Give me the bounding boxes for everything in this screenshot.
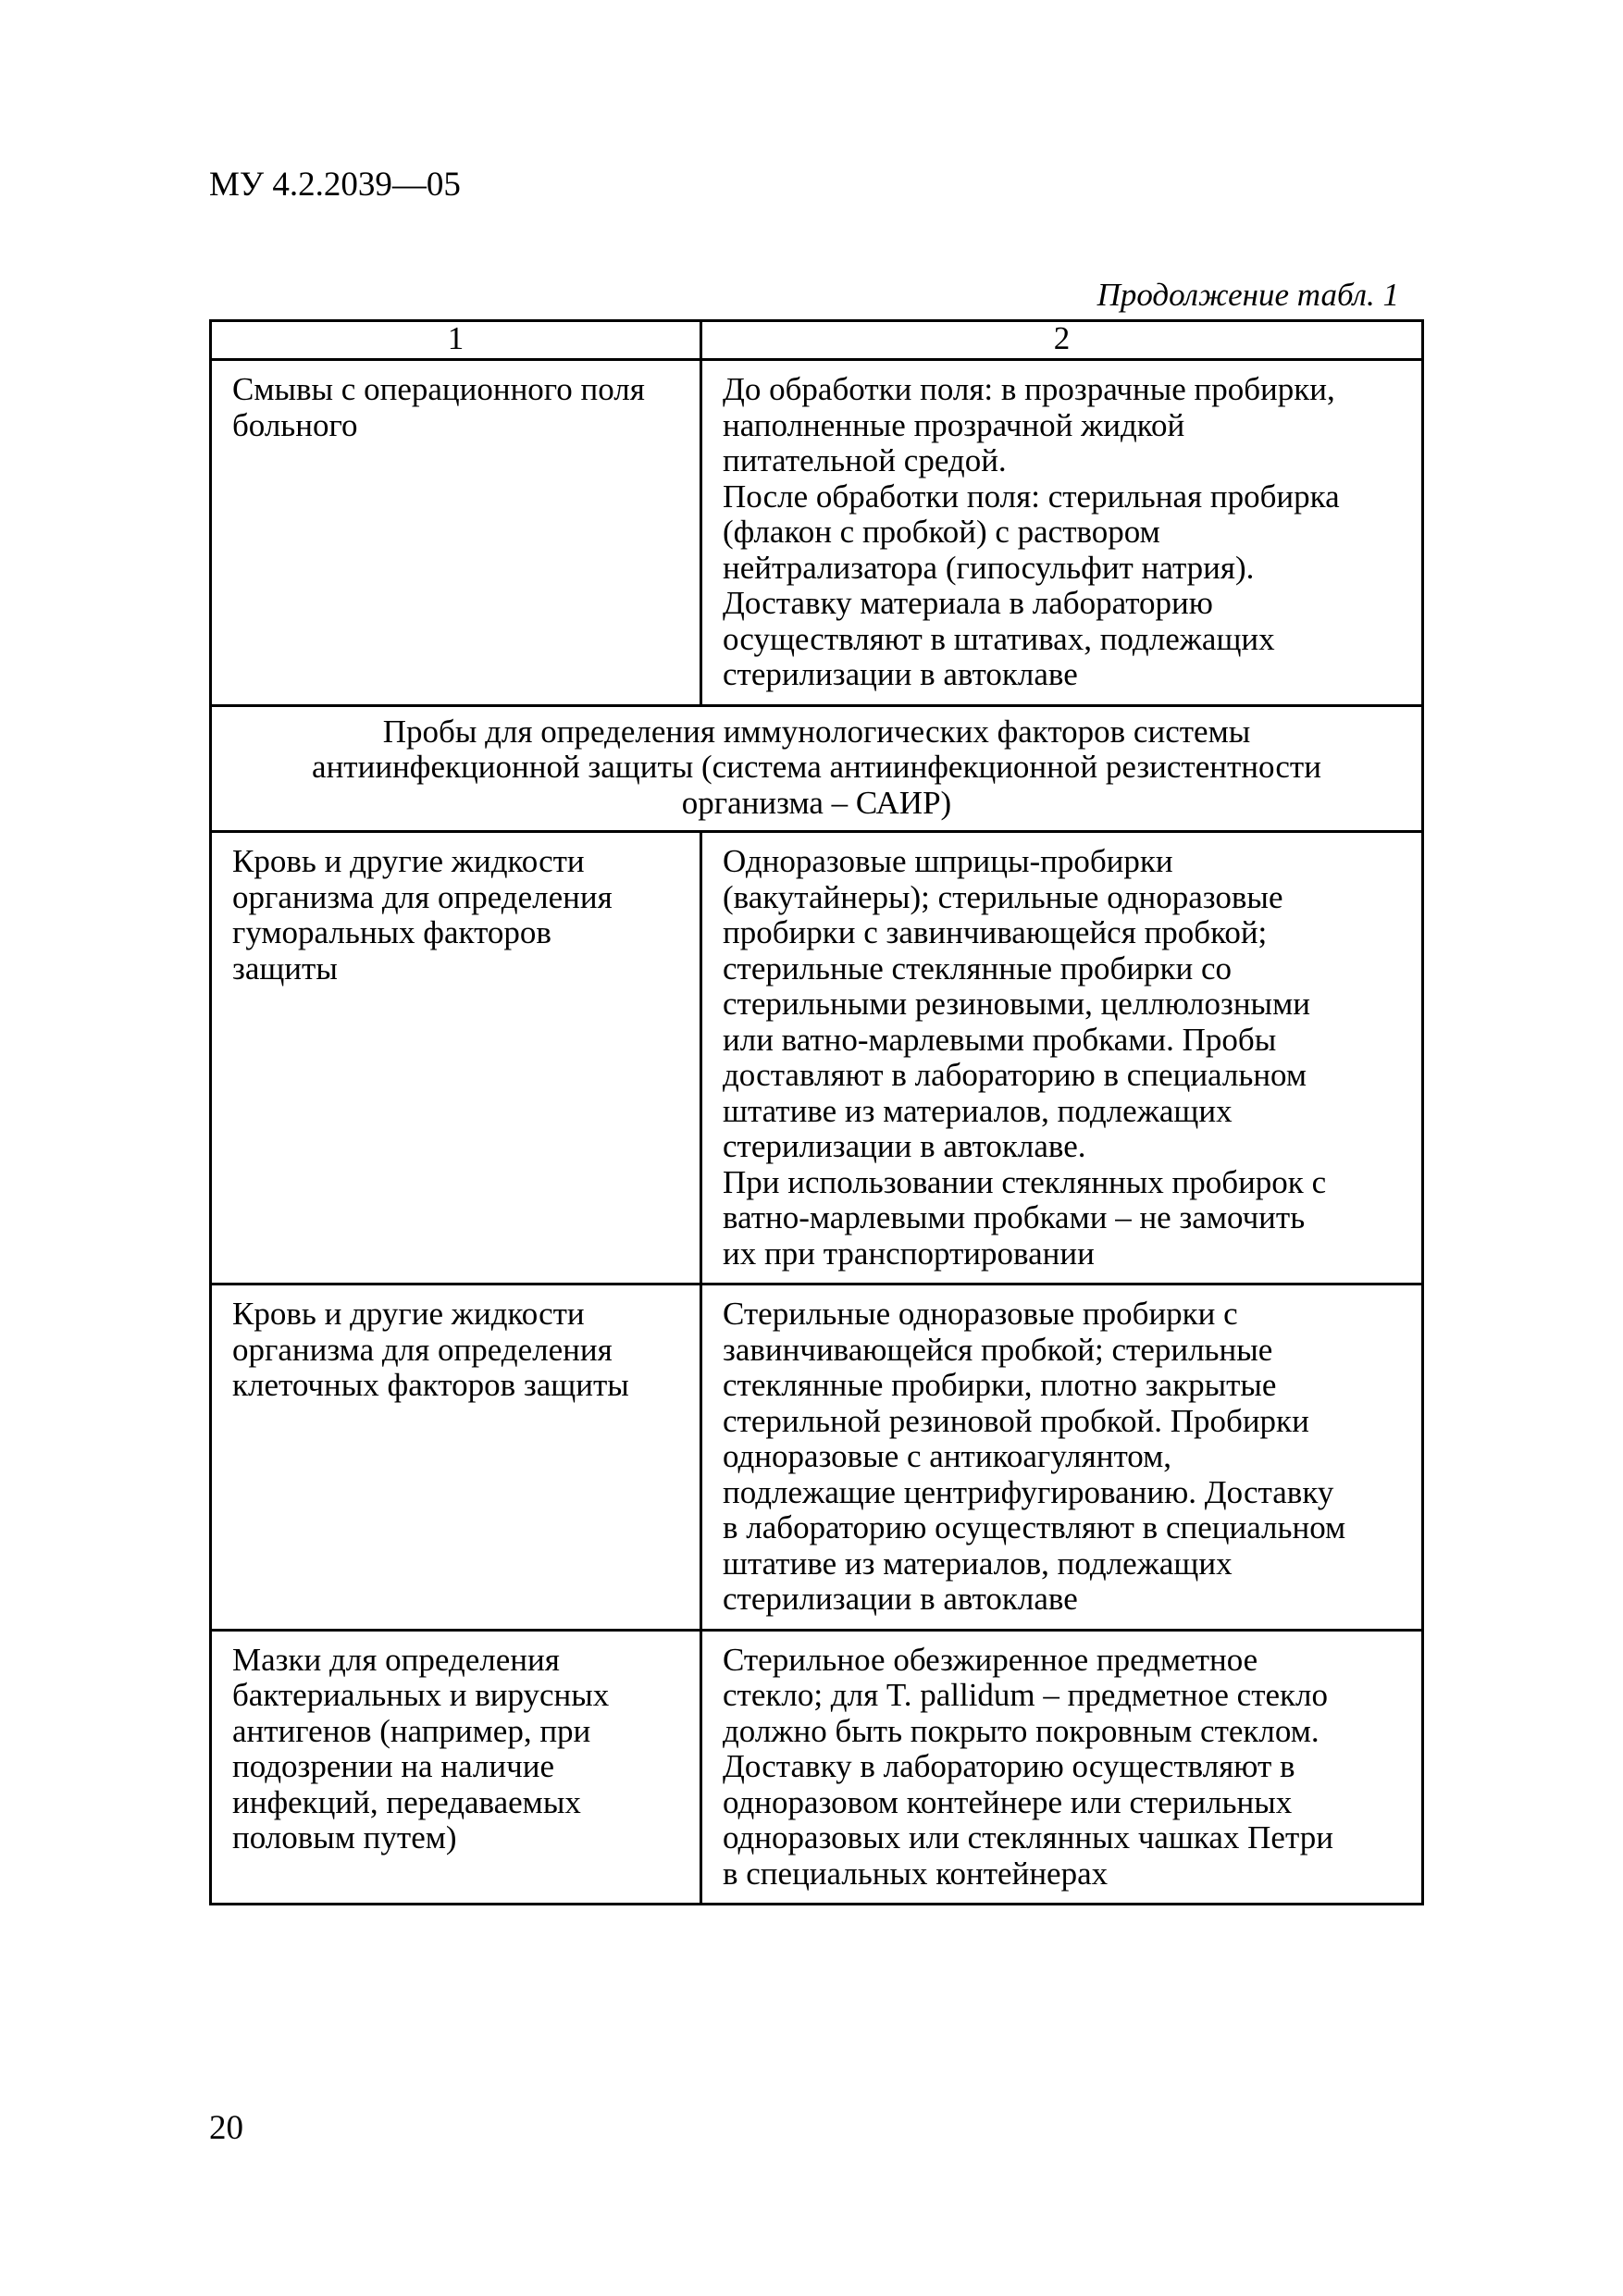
table-continuation-label: Продолжение табл. 1 <box>1096 277 1399 313</box>
container-transport-line: стерилизации в автоклаве <box>723 656 1078 692</box>
column-header-1: 1 <box>211 321 701 360</box>
page-number: 20 <box>209 2109 243 2147</box>
container-transport-line: наполненные прозрачной жидкой <box>723 406 1185 443</box>
container-transport-line: Стерильные одноразовые пробирки с <box>723 1296 1238 1332</box>
table-row <box>211 832 1423 1285</box>
container-transport-cell <box>701 1285 1423 1631</box>
container-transport-line: стерильные стеклянные пробирки со <box>723 949 1233 987</box>
table-row <box>211 1285 1423 1631</box>
container-transport-line: При использовании стеклянных пробирок с <box>723 1163 1327 1200</box>
specimen-type-cell <box>211 1285 701 1631</box>
container-transport-line: Доставку материала в лабораторию <box>723 585 1213 621</box>
specimen-type-line: Мазки для определения <box>232 1641 560 1678</box>
specimen-type-line: Смывы с операционного поля <box>232 371 645 407</box>
specimen-type-line: Кровь и другие жидкости <box>232 1296 585 1332</box>
container-transport-line: До обработки поля: в прозрачные пробирки, <box>723 371 1335 407</box>
specimen-type-line: защиты <box>232 949 338 987</box>
specimen-type-line: клеточных факторов защиты <box>232 1367 629 1403</box>
table-section-row <box>211 705 1423 832</box>
specimen-type-line: Кровь и другие жидкости <box>232 843 585 879</box>
container-transport-line: штативе из материалов, подлежащих <box>723 1092 1233 1129</box>
container-transport-line: одноразовых или стеклянных чашках Петри <box>723 1819 1333 1855</box>
container-transport-line: одноразовом контейнере или стерильных <box>723 1783 1293 1820</box>
container-transport-line: Доставку в лабораторию осуществляют в <box>723 1748 1295 1784</box>
table-body <box>211 321 1423 1905</box>
specimen-type-line: половым путем) <box>232 1819 457 1855</box>
container-transport-line: стерилизации в автоклаве <box>723 1581 1078 1617</box>
section-heading-line: антиинфекционной защиты (система антиинфекционной резистентности <box>312 749 1321 785</box>
container-transport-line: Одноразовые шприцы-пробирки <box>723 843 1173 879</box>
container-transport-line: Стерильное обезжиренное предметное <box>723 1641 1258 1678</box>
container-transport-line: должно быть покрыто покровным стеклом. <box>723 1712 1319 1749</box>
specimen-type-line: подозрении на наличие <box>232 1748 554 1784</box>
container-transport-line: стерильными резиновыми, целлюлозными <box>723 986 1310 1022</box>
container-transport-line: доставляют в лабораторию в специальном <box>723 1057 1307 1093</box>
container-transport-line: в лабораторию осуществляют в специальном <box>723 1509 1346 1545</box>
specimen-type-cell <box>211 832 701 1285</box>
specimen-type-cell <box>211 1630 701 1905</box>
specimen-type-line: инфекций, передаваемых <box>232 1783 581 1820</box>
table-row <box>211 1630 1423 1905</box>
specimen-type-line: организма для определения <box>232 1331 613 1368</box>
table-header-row <box>211 321 1423 360</box>
container-transport-line: осуществляют в штативах, подлежащих <box>723 620 1275 657</box>
section-heading-cell <box>211 705 1423 832</box>
container-transport-line: одноразовые с антикоагулянтом, <box>723 1438 1172 1474</box>
document-code: МУ 4.2.2039—05 <box>209 166 461 204</box>
container-transport-line: стекло; для T. pallidum – предметное стекло <box>723 1677 1329 1713</box>
container-transport-line: или ватно-марлевыми пробками. Пробы <box>723 1021 1277 1058</box>
specimen-type-line: больного <box>232 406 358 443</box>
section-heading-line: организма – САИР) <box>681 784 952 821</box>
section-heading-line: Пробы для определения иммунологических факторов системы <box>382 713 1251 750</box>
container-transport-cell <box>701 832 1423 1285</box>
specimen-type-line: организма для определения <box>232 878 613 915</box>
specimen-type-line: гуморальных факторов <box>232 914 551 950</box>
container-transport-line: штативе из материалов, подлежащих <box>723 1545 1233 1582</box>
container-transport-line: стерилизации в автоклаве. <box>723 1128 1086 1164</box>
container-transport-line: подлежащие центрифугированию. Доставку <box>723 1473 1334 1510</box>
container-transport-line: стерильной резиновой пробкой. Пробирки <box>723 1402 1309 1439</box>
container-transport-line: завинчивающейся пробкой; стерильные <box>723 1331 1273 1368</box>
container-transport-line: (вакутайнеры); стерильные одноразовые <box>723 878 1283 915</box>
table-row <box>211 360 1423 706</box>
specimen-table <box>209 319 1424 1905</box>
container-transport-line: После обработки поля: стерильная пробирка <box>723 478 1340 515</box>
column-header-2: 2 <box>701 321 1423 360</box>
container-transport-line: пробирки с завинчивающейся пробкой; <box>723 914 1268 950</box>
specimen-type-cell <box>211 360 701 706</box>
container-transport-cell <box>701 360 1423 706</box>
container-transport-line: нейтрализатора (гипосульфит натрия). <box>723 549 1255 586</box>
container-transport-line: в специальных контейнерах <box>723 1855 1109 1892</box>
container-transport-cell <box>701 1630 1423 1905</box>
specimen-type-line: антигенов (например, при <box>232 1712 591 1749</box>
specimen-table-container <box>209 319 1421 1905</box>
container-transport-line: (флакон с пробкой) с раствором <box>723 514 1160 550</box>
container-transport-line: их при транспортировании <box>723 1235 1095 1272</box>
container-transport-line: ватно-марлевыми пробками – не замочить <box>723 1199 1306 1235</box>
specimen-type-line: бактериальных и вирусных <box>232 1677 610 1713</box>
container-transport-line: питательной средой. <box>723 442 1007 478</box>
container-transport-line: стеклянные пробирки, плотно закрытые <box>723 1367 1277 1403</box>
